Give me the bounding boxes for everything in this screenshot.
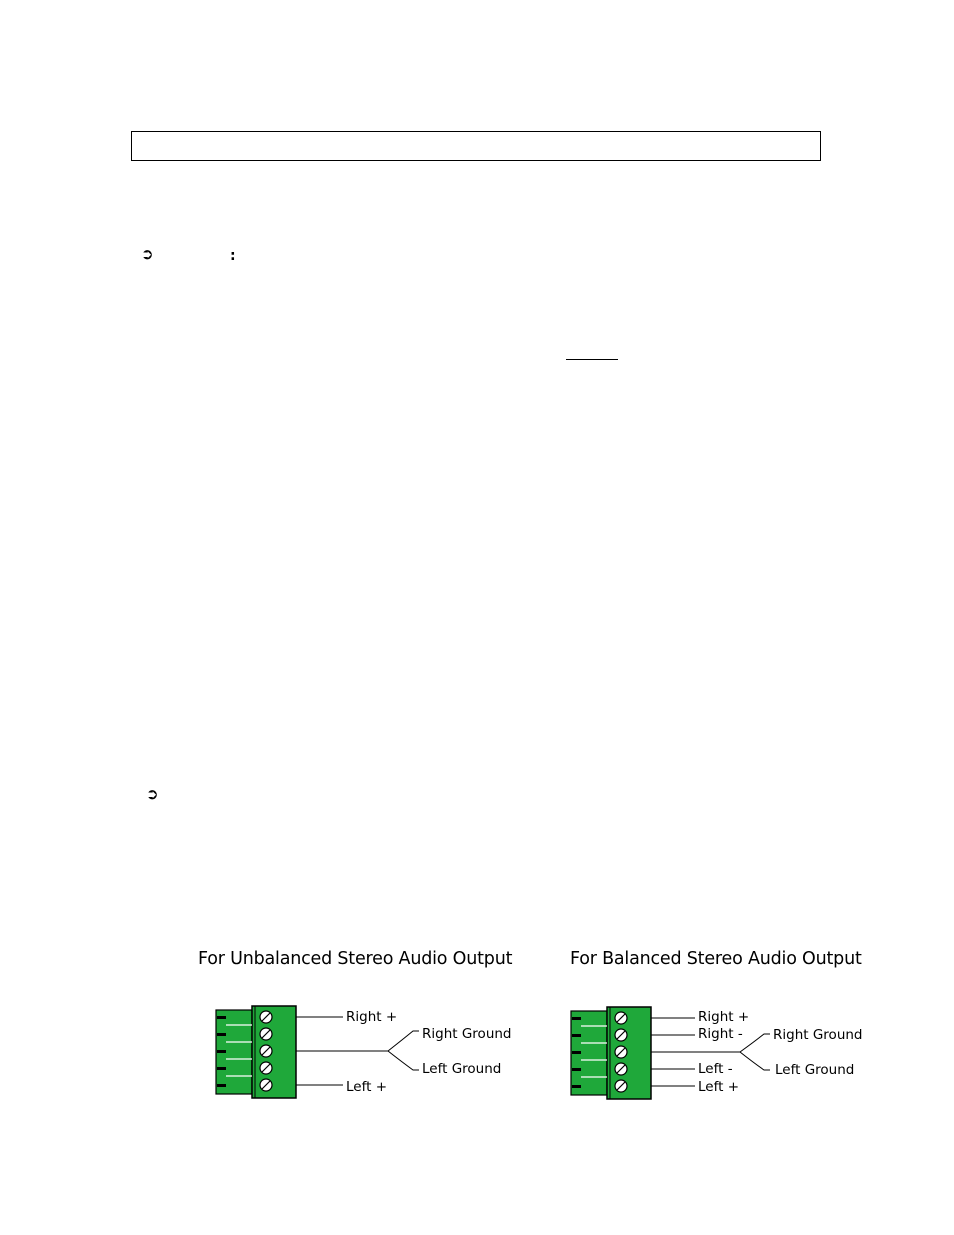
arrow-bullet-icon: ➲ — [141, 245, 154, 263]
arrow-bullet-icon: ➲ — [146, 785, 159, 803]
balanced-terminal-block — [607, 1007, 651, 1099]
unbalanced-connector — [216, 1006, 512, 1098]
balanced-label-left-plus: Left + — [698, 1079, 740, 1095]
balanced-label-right-ground: Right Ground — [773, 1027, 863, 1043]
unbalanced-diagram-title: For Unbalanced Stereo Audio Output — [198, 949, 513, 969]
unbalanced-label-right-plus: Right + — [346, 1009, 398, 1025]
unbalanced-label-right-ground: Right Ground — [422, 1026, 512, 1042]
balanced-diagram-title: For Balanced Stereo Audio Output — [570, 949, 862, 969]
unbalanced-terminal-block — [252, 1006, 296, 1098]
unbalanced-wires — [296, 1017, 419, 1085]
balanced-label-left-ground: Left Ground — [775, 1062, 855, 1078]
balanced-label-right-minus: Right - — [698, 1026, 743, 1042]
balanced-label-left-minus: Left - — [698, 1061, 733, 1077]
balanced-label-right-plus: Right + — [698, 1009, 750, 1025]
unbalanced-label-left-plus: Left + — [346, 1079, 388, 1095]
colon-mark: : — [230, 248, 236, 264]
balanced-connector — [571, 1007, 863, 1099]
unbalanced-label-left-ground: Left Ground — [422, 1061, 502, 1077]
